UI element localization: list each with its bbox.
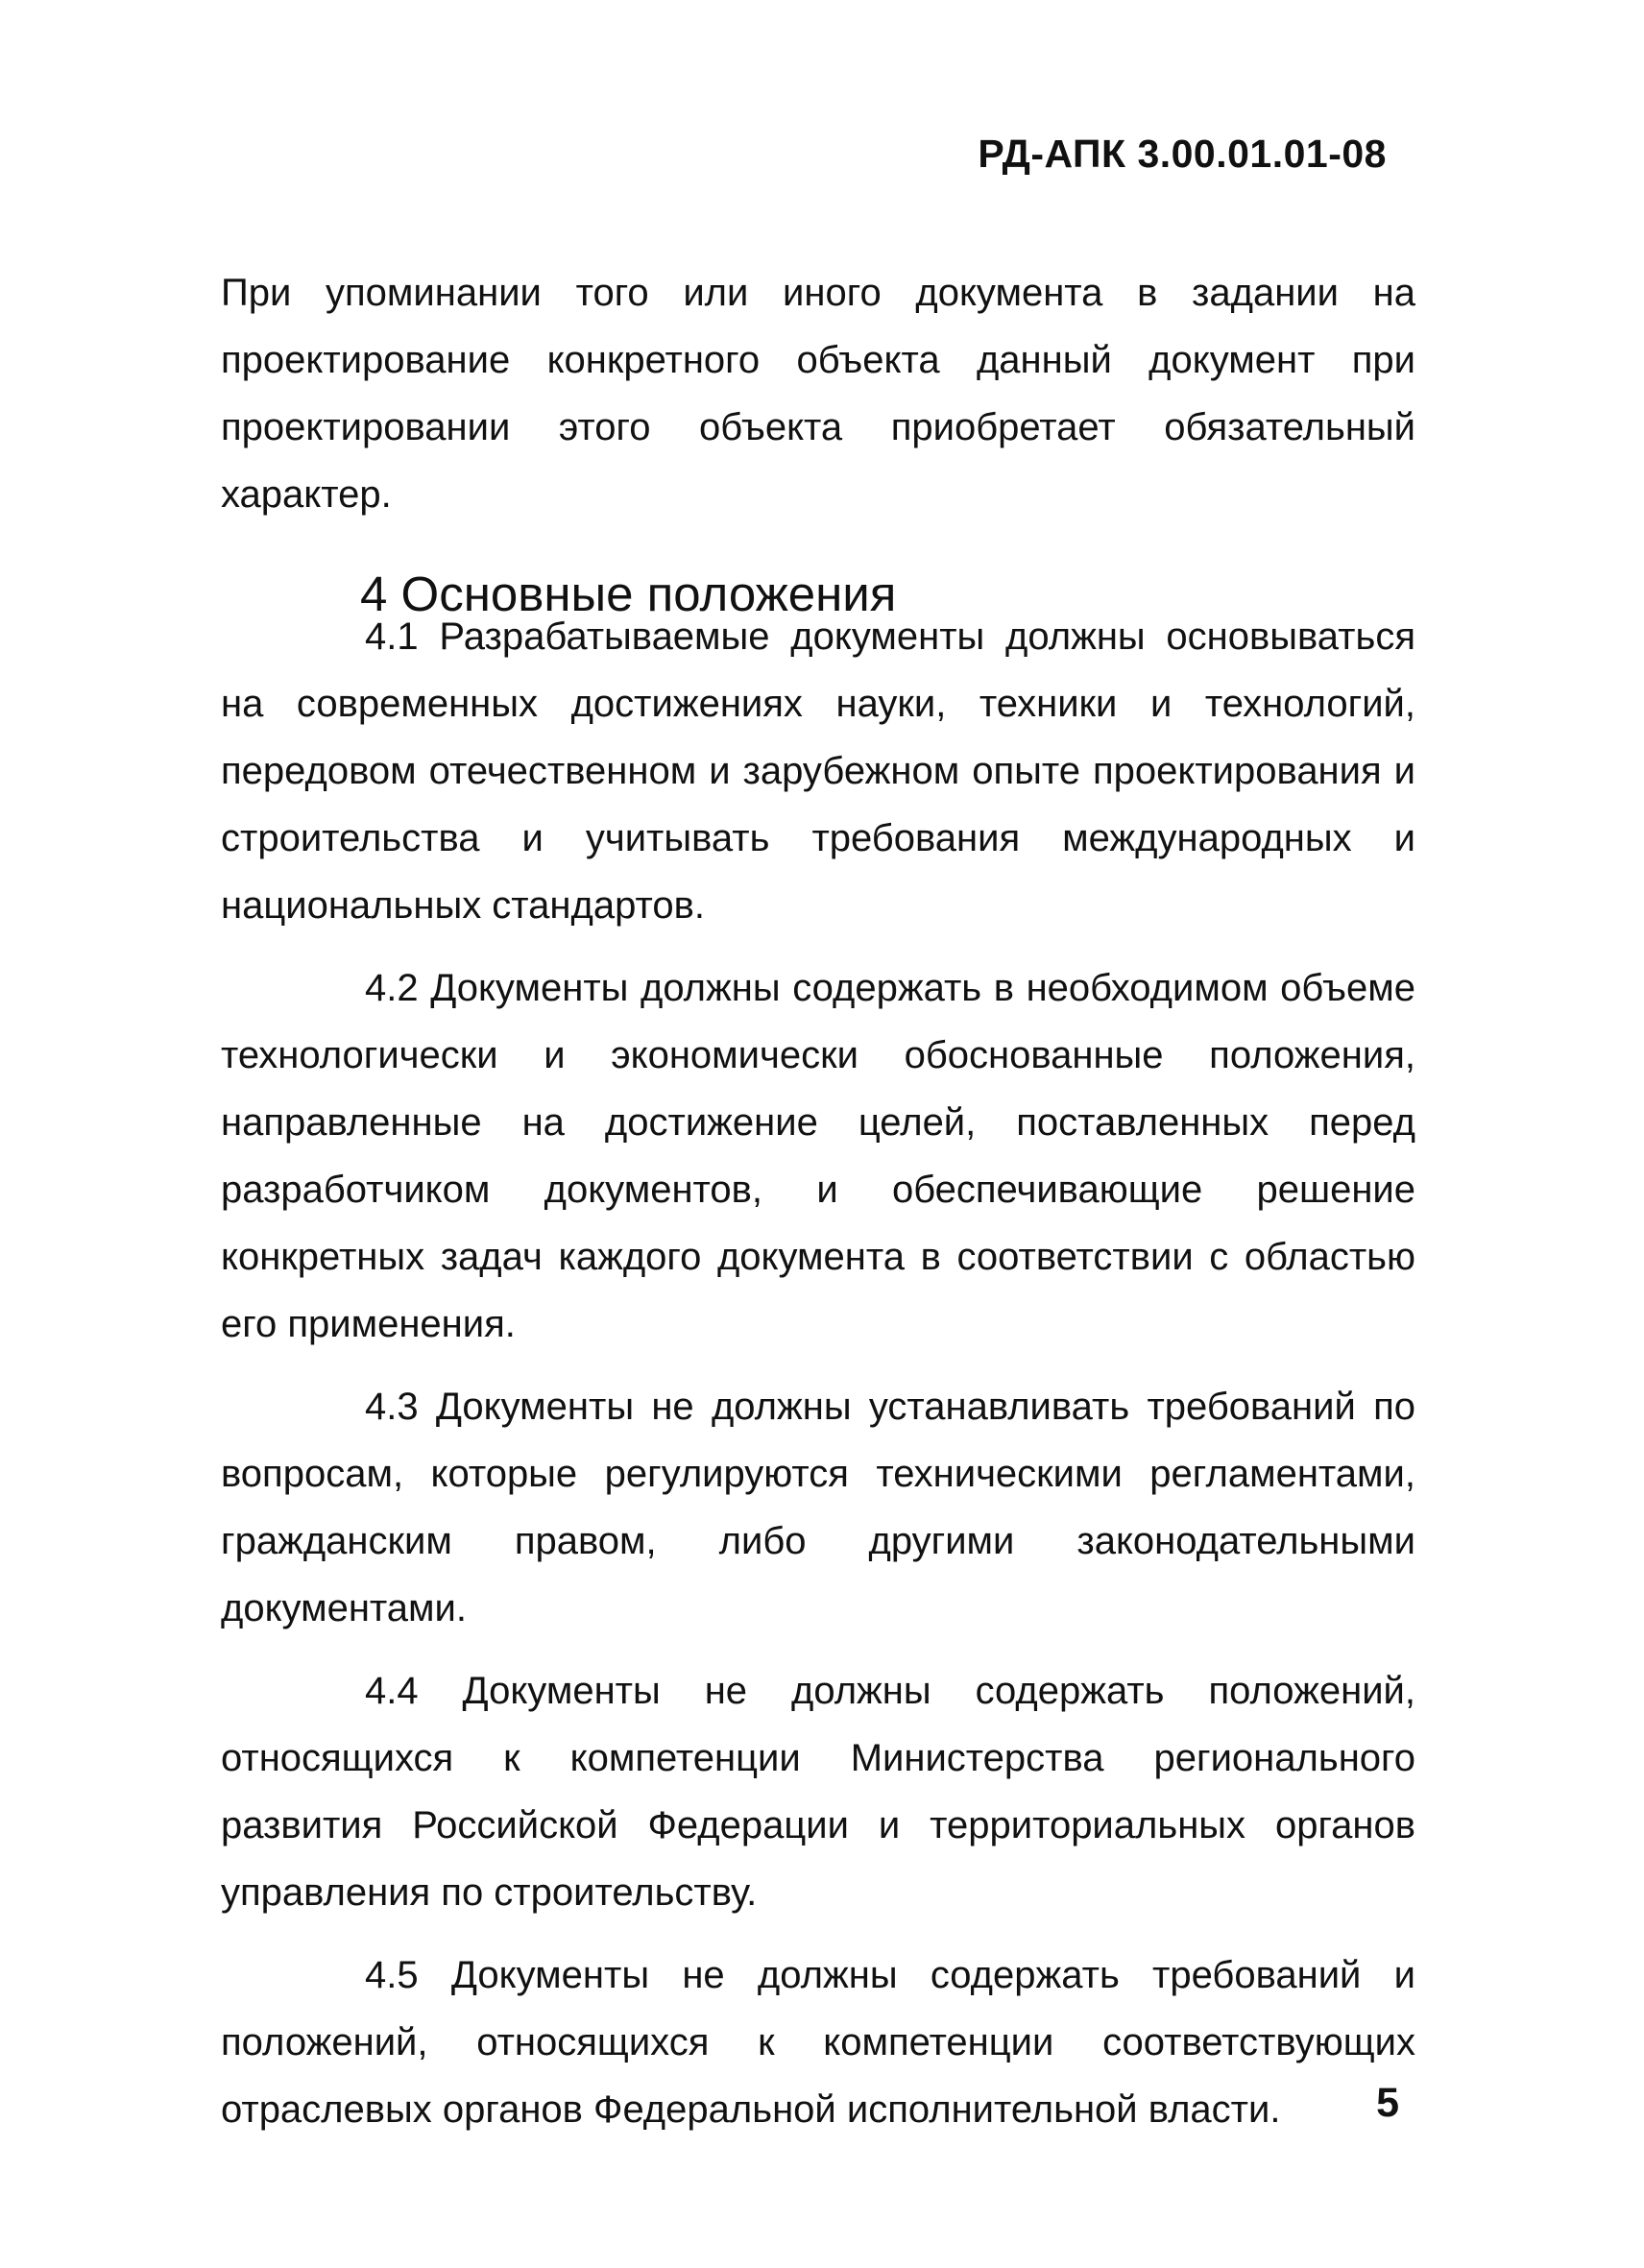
section-title: 4 Основные положения (360, 567, 897, 622)
section-clauses (221, 603, 1415, 2159)
intro-paragraph: При упоминании того или иного документа в задании на проектирование конкретного объекта данный документ при проектировании этого объекта приобретает обязательный характер. (221, 272, 1415, 516)
clause-4-1: 4.1 Разрабатываемые документы должны основываться на современных достижениях науки, техники и технологий, передовом отечественном и зарубежном опыте проектирования и строительства и учитывать требования международных и национальных стандартов. (221, 615, 1415, 927)
clause-4-4: 4.4 Документы не должны содержать положений, относящихся к компетенции Министерства регионального развития Российской Федерации и территориальных органов управления по строительству. (221, 1670, 1415, 1914)
page-number: 5 (1376, 2080, 1399, 2126)
clause-4-2: 4.2 Документы должны содержать в необходимом объеме технологически и экономически обоснованные положения, направленные на достижение целей, поставленных перед разработчиком документов, и обеспечивающие решение конкретных задач каждого документа в соответствии с областью его применения. (221, 967, 1415, 1345)
intro-paragraph-block (221, 259, 1415, 528)
clause-4-3: 4.3 Документы не должны устанавливать требований по вопросам, которые регулируются техническими регламентами, гражданским правом, либо другими законодательными документами. (221, 1386, 1415, 1629)
document-code: РД-АПК 3.00.01.01-08 (978, 132, 1387, 176)
clause-4-5: 4.5 Документы не должны содержать требований и положений, относящихся к компетенции соответствующих отраслевых органов Федеральной исполнительной власти. (221, 1954, 1415, 2131)
